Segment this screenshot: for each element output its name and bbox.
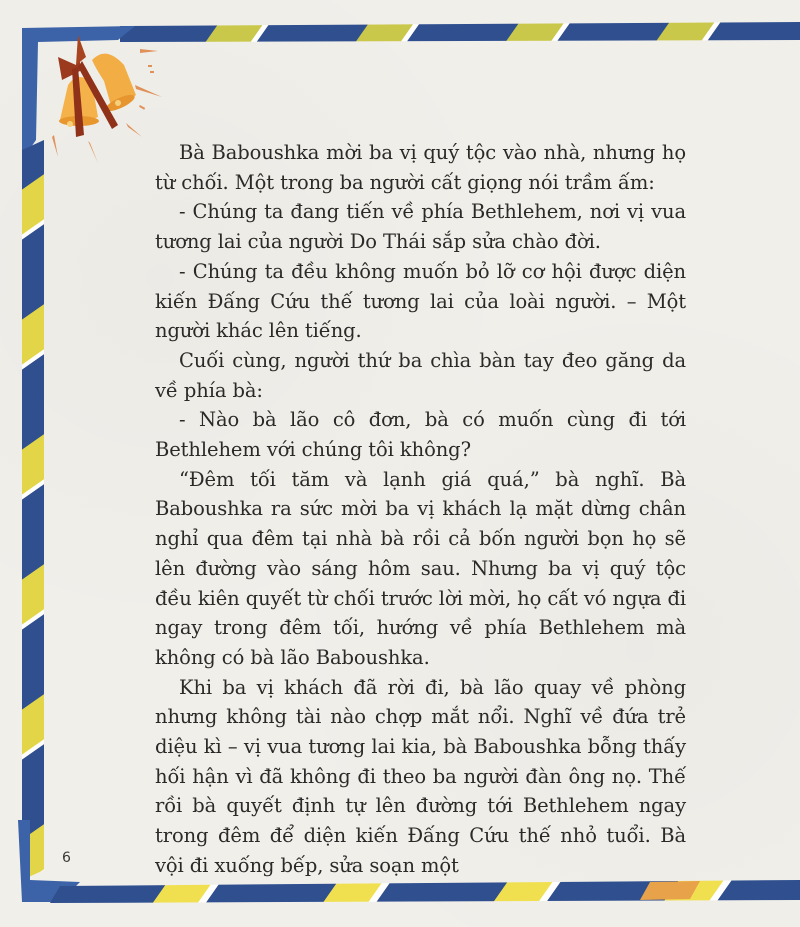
story-paragraph: Khi ba vị khách đã rời đi, bà lão quay về phòng nhưng không tài nào chợp mắt nổi. Nghĩ về đứa trẻ diệu kì – vị vua tương lai kia, bà Baboushka bỗng thấy hối hận vì đã không đi theo ba người đàn ông nọ. Thế rồi bà quyết định tự lên đường tới Bethlehem ngay trong đêm để diện kiến Đấng Cứu thế nhỏ tuổi. Bà vội đi xuống bếp, sửa soạn một <box>155 675 686 877</box>
story-paragraph: “Đêm tối tăm và lạnh giá quá,” bà nghĩ. Bà Baboushka ra sức mời ba vị khách lạ mặt dừng chân nghỉ qua đêm tại nhà bà rồi cả bốn người bọn họ sẽ lên đường vào sáng hôm sau. Nhưng ba vị quý tộc đều kiên quyết từ chối trước lời mời, họ cất vó ngựa đi ngay trong đêm tối, hướng về phía Bethlehem mà không có bà lão Baboushka. <box>155 467 686 669</box>
story-paragraph: Cuối cùng, người thứ ba chìa bàn tay đeo găng da về phía bà: <box>155 348 686 402</box>
story-paragraph: Bà Baboushka mời ba vị quý tộc vào nhà, nhưng họ từ chối. Một trong ba người cất giọng nói trầm ấm: <box>155 141 686 194</box>
story-paragraph: - Nào bà lão cô đơn, bà có muốn cùng đi tới Bethlehem với chúng tôi không? <box>155 408 686 462</box>
story-text <box>155 138 686 881</box>
story-paragraph: - Chúng ta đang tiến về phía Bethlehem, nơi vị vua tương lai của người Do Thái sắp sửa chào đời. <box>155 200 686 254</box>
story-paragraph: - Chúng ta đều không muốn bỏ lỡ cơ hội được diện kiến Đấng Cứu thế tương lai của loài người. – Một người khác lên tiếng. <box>155 259 686 343</box>
page-number: 6 <box>62 850 71 866</box>
